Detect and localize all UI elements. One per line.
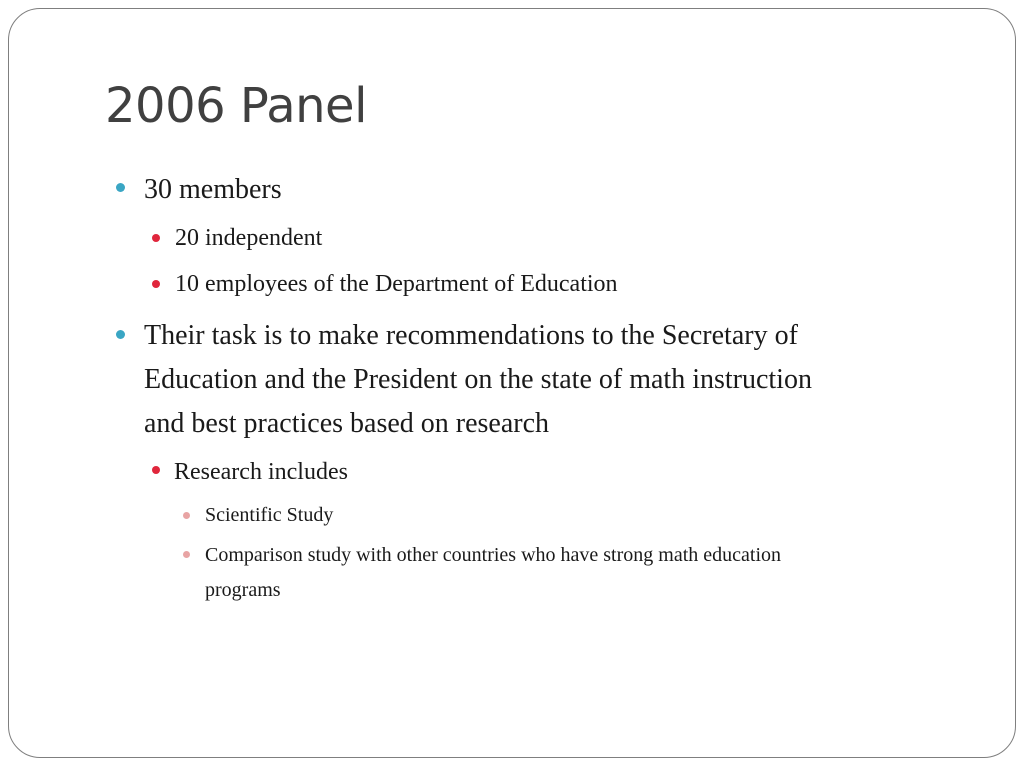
bullet-research-includes: Research includes — [174, 459, 348, 485]
bullet-dot-level1 — [116, 183, 125, 192]
bullet-dot-level3 — [183, 551, 190, 558]
bullet-task-line-2: Education and the President on the state of math instruction — [144, 364, 812, 395]
bullet-scientific-study: Scientific Study — [205, 504, 334, 526]
bullet-members: 30 members — [144, 174, 282, 205]
slide-title: 2006 Panel — [105, 78, 367, 134]
bullet-comparison-line-1: Comparison study with other countries who have strong math education — [205, 544, 782, 566]
bullet-dot-level1 — [116, 330, 125, 339]
bullet-task-line-1: Their task is to make recommendations to the Secretary of — [144, 320, 798, 351]
bullet-dot-level2 — [152, 280, 160, 288]
bullet-dot-level3 — [183, 512, 190, 519]
bullet-independent: 20 independent — [175, 225, 323, 251]
bullet-dot-level2 — [152, 466, 160, 474]
bullet-comparison-line-2: programs — [205, 579, 281, 601]
bullet-dot-level2 — [152, 234, 160, 242]
bullet-employees: 10 employees of the Department of Education — [175, 271, 618, 297]
bullet-task-line-3: and best practices based on research — [144, 408, 550, 439]
